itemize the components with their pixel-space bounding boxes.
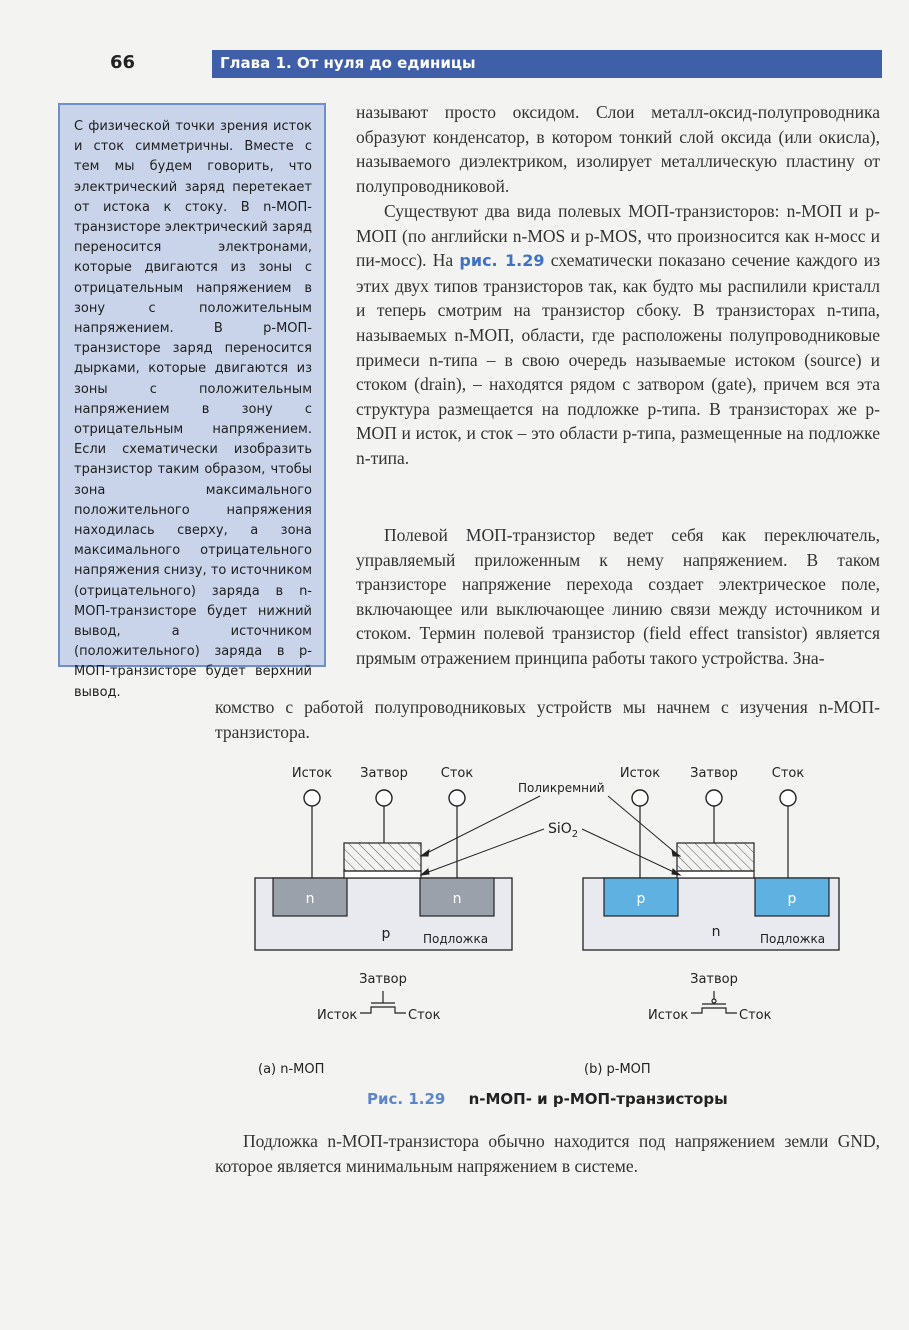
pmos-symbol-drain-label: Сток xyxy=(739,1008,772,1023)
pmos-drain-label: Сток xyxy=(771,766,805,781)
paragraph-oxide-text: называют просто оксидом. Слои металл-оксид-полупроводника образуют конденсатор, в котором тонкий слой оксида (или окисла), называемого диэлектриком, изолирует металлическую пластину от полупроводниковой. xyxy=(356,102,880,196)
callout-line-nmos-oxide xyxy=(423,829,544,874)
paragraph-substrate-text: Подложка n-МОП-транзистора обычно находится под напряжением земли GND, которое является минимальным напряжением в системе. xyxy=(215,1131,880,1176)
paragraph-switch xyxy=(356,523,880,671)
nmos-polysilicon-gate xyxy=(344,843,421,871)
chapter-title: Глава 1. От нуля до единицы xyxy=(220,54,476,72)
nmos-substrate-type: p xyxy=(381,926,391,942)
pmos-source-label: Исток xyxy=(619,766,661,781)
paragraph-text-part: Существуют два вида полевых МОП-транзисторов: n-МОП и p-МОП (по английски n-MOS и p-MOS, что произносится как н-мосс и пи-мосс). На xyxy=(356,201,880,271)
pmos-gate-label: Затвор xyxy=(690,766,738,781)
callout-line-nmos-poly xyxy=(423,796,540,855)
sio2-label: SiO$_2$ xyxy=(548,821,579,840)
figure-caption-number: Рис. 1.29 xyxy=(367,1090,446,1108)
nmos-symbol-gate-label: Затвор xyxy=(359,972,407,987)
pmos-symbol-source-label: Исток xyxy=(648,1008,689,1023)
paragraph-mos-types xyxy=(356,199,880,471)
nmos-oxide-layer xyxy=(344,871,421,878)
pmos-cross-section xyxy=(583,766,839,1077)
nmos-substrate-label: Подложка xyxy=(423,932,489,946)
pmos-drain-well-label: p xyxy=(787,891,797,907)
nmos-source-label: Исток xyxy=(291,766,333,781)
pmos-gate-terminal xyxy=(706,790,722,806)
paragraph-oxide xyxy=(356,100,880,198)
paragraph-text-part: схематически показано сечение каждого из этих двух типов транзисторов так, как будто мы распилили кристалл и теперь смотрим на транзистор сбоку. В транзисторах n-типа, называемых n-МОП, области, где расположены полупроводниковые примеси n-типа – в свою очередь называемые истоком (source) и стоком (drain), – находятся рядом с затвором (gate), причем вся эта структура размещается на подложке p-типа. В транзисторах же p-МОП и исток, и сток – это области p-типа, размещенные на подложке n-типа. xyxy=(356,250,880,468)
figure-reference-link[interactable]: рис. 1.29 xyxy=(459,251,545,271)
pmos-polysilicon-gate xyxy=(677,843,754,871)
nmos-drain-terminal xyxy=(449,790,465,806)
polysilicon-label: Поликремний xyxy=(518,781,605,795)
paragraph-switch-continued xyxy=(215,695,880,744)
paragraph-switch-text: Полевой МОП-транзистор ведет себя как переключатель, управляемый приложенным к нему напряжением. В таком транзисторе напряжение перехода создает электрическое поле, включающее или выключающее линию связи между источником и стоком. Термин полевой транзистор (field effect transistor) является прямым отражением принципа работы такого устройства. Зна- xyxy=(356,525,880,668)
pmos-transistor-symbol xyxy=(691,991,737,1013)
nmos-source-terminal xyxy=(304,790,320,806)
pmos-source-well-label: p xyxy=(636,891,646,907)
pmos-drain-terminal xyxy=(780,790,796,806)
nmos-gate-label: Затвор xyxy=(360,766,408,781)
figure-mos-transistors xyxy=(240,755,860,1090)
figure-caption xyxy=(367,1090,728,1108)
nmos-symbol-drain-label: Сток xyxy=(408,1008,441,1023)
callout-line-pmos-oxide xyxy=(582,829,678,874)
chapter-header xyxy=(212,50,882,78)
paragraph-mos-types-text xyxy=(356,199,880,471)
nmos-cross-section xyxy=(255,766,512,1077)
nmos-gate-terminal xyxy=(376,790,392,806)
figure-caption-title: n-МОП- и p-МОП-транзисторы xyxy=(468,1090,728,1108)
pmos-source-terminal xyxy=(632,790,648,806)
page-number: 66 xyxy=(110,52,136,73)
paragraph-substrate xyxy=(215,1129,880,1178)
nmos-symbol-source-label: Исток xyxy=(317,1008,358,1023)
nmos-transistor-symbol xyxy=(360,991,406,1013)
pmos-symbol-gate-label: Затвор xyxy=(690,972,738,987)
pmos-substrate-label: Подложка xyxy=(760,932,826,946)
nmos-drain-label: Сток xyxy=(440,766,474,781)
pmos-oxide-layer xyxy=(677,871,754,878)
nmos-drain-well-label: n xyxy=(452,891,462,907)
sidebar-text: С физической точки зрения исток и сток симметричны. Вместе с тем мы будем говорить, что электрический заряд перетекает от истока к стоку. В n-МОП-транзисторе электрический заряд переносится электронами, которые двигаются из зоны с отрицательным напряжением в зону с положительным напряжением. В p-МОП-транзисторе заряд переносится дырками, которые двигаются из зоны с положительным напряжением в зону с отрицательным напряжением. Если схематически изобразить транзистор таким образом, чтобы зона максимального положительного напряжения находилась сверху, а зона максимального отрицательного напряжения снизу, то источником (отрицательного) заряда в n-МОП-транзисторе будет нижний вывод, а источником (положительного) заряда в p-МОП-транзисторе будет верхний вывод. xyxy=(74,119,312,700)
nmos-source-well-label: n xyxy=(305,891,315,907)
paragraph-switch-continued-text: комство с работой полупроводниковых устройств мы начнем с изучения n-МОП-транзистора. xyxy=(215,697,880,742)
pmos-sublabel: (b) p-МОП xyxy=(584,1062,651,1077)
pmos-substrate-type: n xyxy=(711,924,721,940)
sidebar-note xyxy=(58,103,326,700)
nmos-sublabel: (a) n-МОП xyxy=(258,1062,325,1077)
mos-cross-section-diagram xyxy=(240,755,860,1085)
